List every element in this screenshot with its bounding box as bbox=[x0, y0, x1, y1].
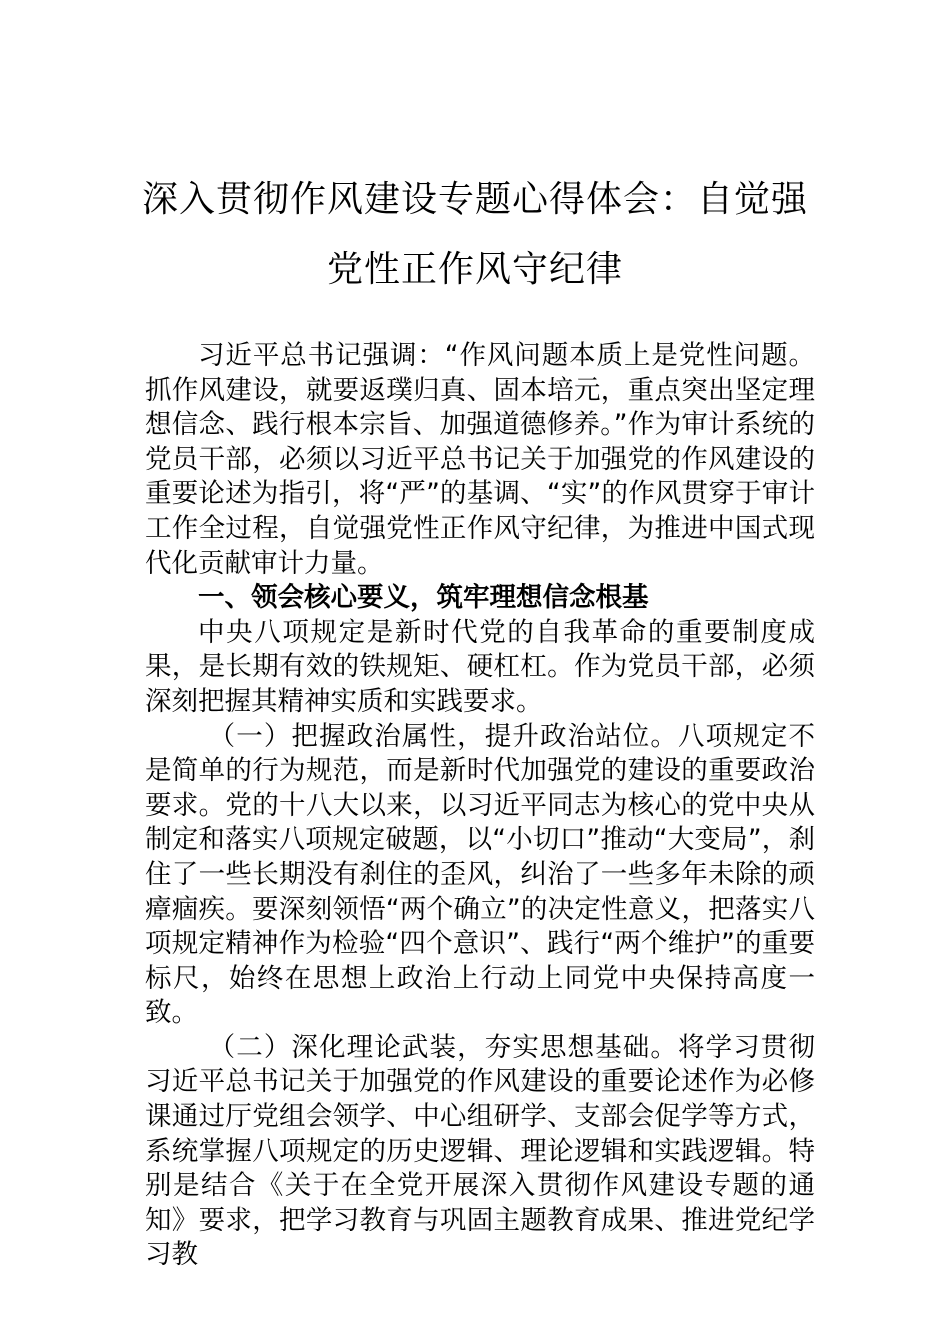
paragraph-subsection-2: （二）深化理论武装，夯实思想基础。将学习贯彻习近平总书记关于加强党的作风建设的重要论述作为必修课通过厅党组会领学、中心组研学、支部会促学等方式，系统掌握八项规定的历史逻辑、理论逻辑和实践逻辑。特别是结合《关于在全党开展深入贯彻作风建设专题的通知》要求，把学习教育与巩固主题教育成果、推进党纪学习教 bbox=[145, 1031, 815, 1271]
document-body bbox=[145, 339, 815, 1273]
document-title-line-2: 党性正作风守纪律 bbox=[326, 249, 623, 290]
document-title-line-1: 深入贯彻作风建设专题心得体会：自觉强 bbox=[141, 179, 808, 220]
paragraph-intro: 习近平总书记强调：“作风问题本质上是党性问题。抓作风建设，就要返璞归真、固本培元，重点突出坚定理想信念、践行根本宗旨、加强道德修养。”作为审计系统的党员干部，必须以习近平总书记关于加强党的作风建设的重要论述为指引，将“严”的基调、“实”的作风贯穿于审计工作全过程，自觉强党性正作风守纪律，为推进中国式现代化贡献审计力量。 bbox=[145, 340, 815, 579]
paragraph-subsection-1: （一）把握政治属性，提升政治站位。八项规定不是简单的行为规范，而是新时代加强党的建设的重要政治要求。党的十八大以来，以习近平同志为核心的党中央从制定和落实八项规定破题，以“小切口”推动“大变局”，刹住了一些长期没有刹住的歪风，纠治了一些多年未除的顽瘴痼疾。要深刻领悟“两个确立”的决定性意义，把落实八项规定精神作为检验“四个意识”、践行“两个维护”的重要标尺，始终在思想上政治上行动上同党中央保持高度一致。 bbox=[145, 720, 815, 1029]
section-heading-1: 一、领会核心要义，筑牢理想信念根基 bbox=[198, 582, 649, 614]
paragraph-section-1: 中央八项规定是新时代党的自我革命的重要制度成果，是长期有效的铁规矩、硬杠杠。作为党员干部，必须深刻把握其精神实质和实践要求。 bbox=[145, 616, 815, 717]
